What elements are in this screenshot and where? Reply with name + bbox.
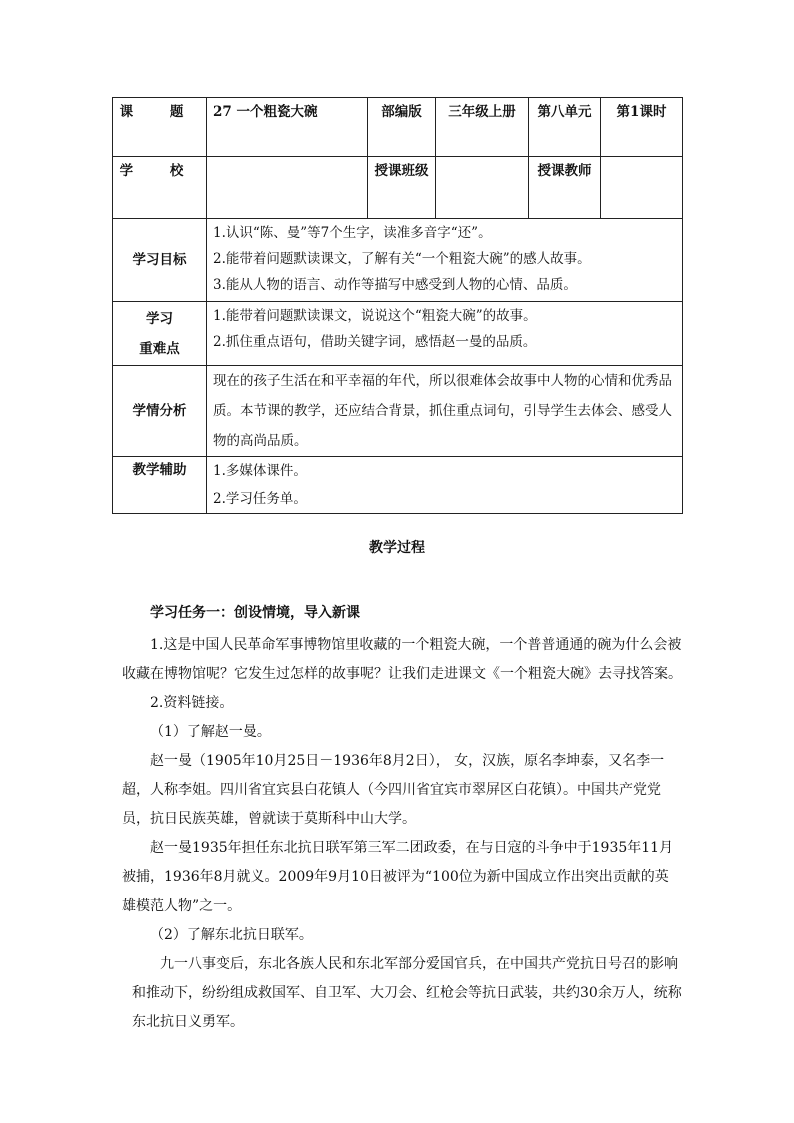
- process-body: [122, 599, 682, 1037]
- key-point-item: 2.抓住重点语句，借助关键字词，感悟赵一曼的品质。: [213, 334, 537, 350]
- paragraph: （2）了解东北抗日联军。: [150, 927, 313, 943]
- paragraph: 2.资料链接。: [150, 695, 234, 711]
- key-point-item: 1.能带着问题默读课文，说说这个“粗瓷大碗”的故事。: [213, 308, 537, 324]
- teacher-label: 授课教师: [529, 157, 601, 219]
- paragraph: （1）了解赵一曼。: [150, 724, 271, 740]
- table-row: [113, 457, 683, 514]
- table-row: [113, 219, 683, 302]
- unit: 第八单元: [529, 98, 601, 157]
- school-value: [207, 157, 368, 219]
- aids-content: [207, 457, 683, 514]
- paragraph: 九一八事变后，东北各族人民和东北军部分爱国官兵，在中国共产党抗日号召的影响和推动下，纷纷组成救国军、自卫军、大刀会、红枪会等抗日武装，共约30余万人，统称东北抗日义勇军。: [132, 956, 682, 1030]
- lesson-info-table: [112, 97, 683, 514]
- period: 第1课时: [601, 98, 683, 157]
- edition: 部编版: [368, 98, 436, 157]
- lesson-label: 课 题: [113, 98, 207, 157]
- goals-label: 学习目标: [113, 219, 207, 302]
- table-row: [113, 302, 683, 366]
- process-title: 教学过程: [369, 540, 425, 556]
- class-label: 授课班级: [368, 157, 436, 219]
- aid-item: 1.多媒体课件。: [213, 463, 307, 479]
- goals-content: [207, 219, 683, 302]
- table-row: [113, 366, 683, 457]
- task1-heading: 学习任务一：创设情境，导入新课: [150, 605, 360, 621]
- key-points-label-line2: 重难点: [139, 340, 180, 357]
- analysis-label: 学情分析: [113, 366, 207, 457]
- aid-item: 2.学习任务单。: [213, 491, 307, 507]
- paragraph: 1.这是中国人民革命军事博物馆里收藏的一个粗瓷大碗，一个普普通通的碗为什么会被收藏在博物馆呢？它发生过怎样的故事呢？让我们走进课文《一个粗瓷大碗》去寻找答案。: [122, 637, 682, 682]
- analysis-text: 现在的孩子生活在和平幸福的年代，所以很难体会故事中人物的心情和优秀品质。本节课的教学，还应结合背景，抓住重点词句，引导学生去体会、感受人物的高尚品质。: [213, 373, 672, 449]
- key-points-content: [207, 302, 683, 366]
- key-points-label-line1: 学习: [146, 310, 173, 327]
- goal-item: 2.能带着问题默读课文，了解有关“一个粗瓷大碗”的感人故事。: [213, 251, 591, 267]
- table-row: [113, 157, 683, 219]
- grade: 三年级上册: [436, 98, 529, 157]
- goal-item: 1.认识“陈、曼”等7个生字，读准多音字“还”。: [213, 225, 492, 241]
- lesson-title: 27 一个粗瓷大碗: [207, 98, 368, 157]
- table-row: [113, 98, 683, 157]
- paragraph: 赵一曼（1905年10月25日－1936年8月2日）， 女，汉族，原名李坤泰，又名李一超，人称李姐。四川省宜宾县白花镇人（今四川省宜宾市翠屏区白花镇）。中国共产党党员，抗日民族英雄，曾就读于莫斯科中山大学。: [122, 753, 665, 827]
- teacher-value: [601, 157, 683, 219]
- paragraph: 赵一曼1935年担任东北抗日联军第三军二团政委，在与日寇的斗争中于1935年11月被捕，1936年8月就义。2009年9月10日被评为“100位为新中国成立作出突出贡献的英雄模范人物”之一。: [122, 840, 674, 914]
- class-value: [436, 157, 529, 219]
- school-label: 学 校: [113, 157, 207, 219]
- goal-item: 3.能从人物的语言、动作等描写中感受到人物的心情、品质。: [213, 277, 577, 293]
- analysis-content: [207, 366, 683, 457]
- aids-label: 教学辅助: [113, 457, 207, 514]
- key-points-label: [113, 302, 207, 366]
